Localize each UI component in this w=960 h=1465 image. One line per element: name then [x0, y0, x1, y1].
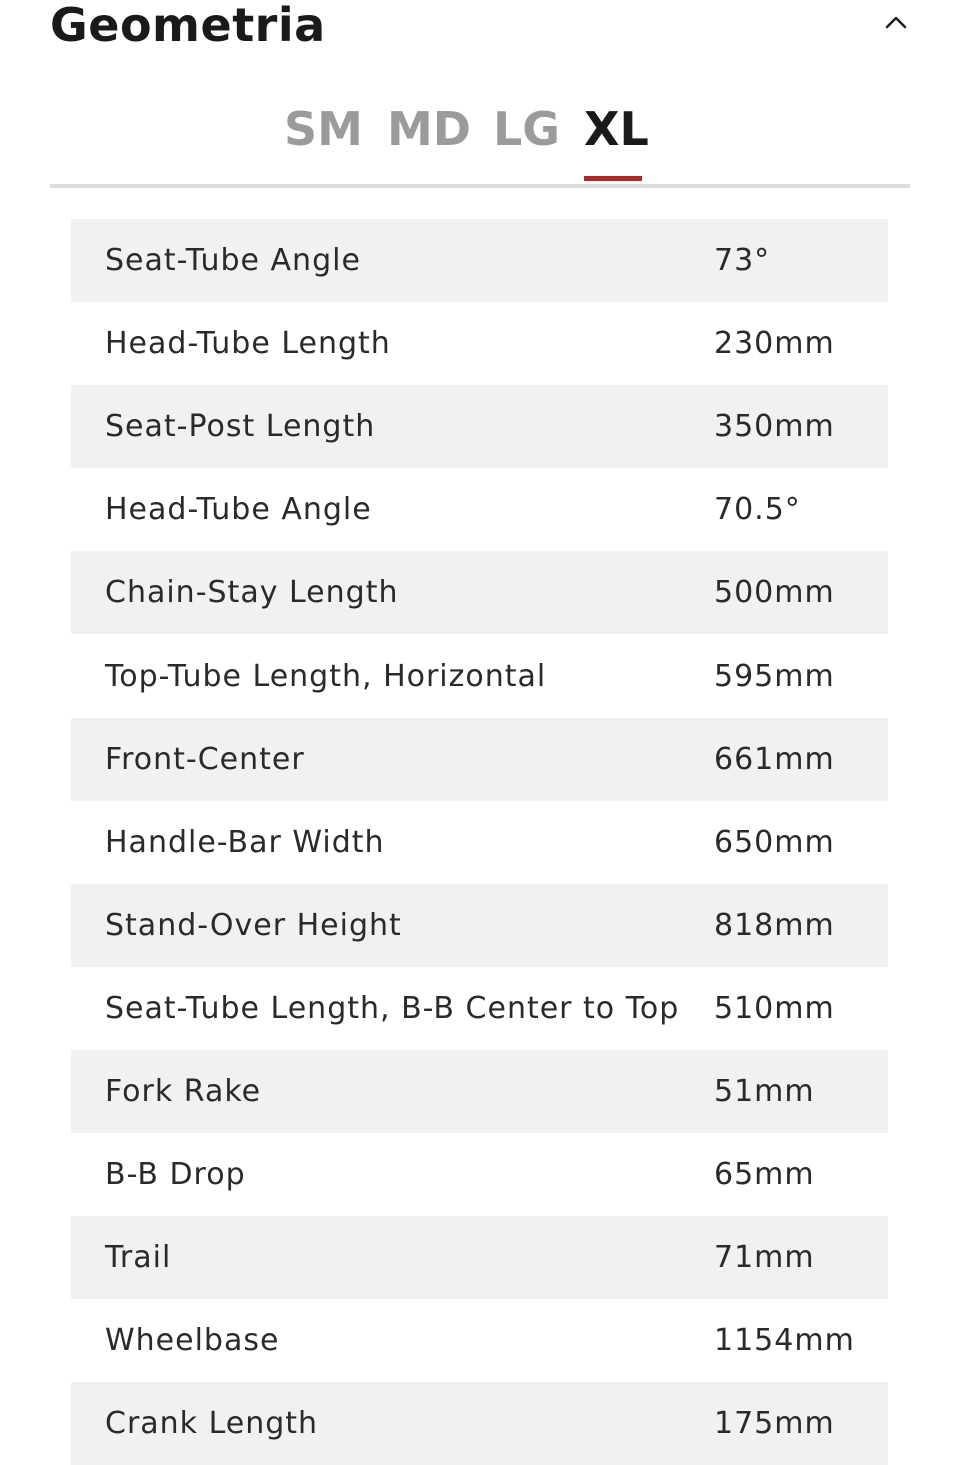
row-value: 350mm	[714, 409, 835, 445]
tab-sm[interactable]: SM	[284, 102, 363, 156]
row-value: 175mm	[714, 1406, 835, 1442]
tab-xl[interactable]: XL	[584, 102, 649, 156]
row-label: Handle-Bar Width	[105, 824, 385, 860]
row-value: 650mm	[714, 824, 835, 860]
accordion-header[interactable]	[50, 0, 910, 56]
row-label: B-B Drop	[105, 1157, 246, 1193]
row-label: Fork Rake	[105, 1073, 262, 1109]
row-value: 500mm	[714, 575, 835, 611]
row-label: Seat-Post Length	[105, 409, 376, 445]
row-value: 818mm	[714, 907, 835, 943]
tab-lg[interactable]: LG	[493, 102, 561, 156]
row-label: Chain-Stay Length	[105, 575, 399, 611]
table-row	[71, 385, 888, 468]
active-tab-indicator	[584, 176, 642, 181]
table-row	[71, 718, 888, 801]
tab-md[interactable]: MD	[387, 102, 471, 156]
row-label: Seat-Tube Angle	[105, 243, 361, 279]
table-row	[71, 1382, 888, 1465]
table-row	[71, 634, 888, 717]
row-label: Trail	[105, 1240, 172, 1276]
table-row	[71, 801, 888, 884]
table-row	[71, 967, 888, 1050]
row-value: 70.5°	[714, 492, 801, 528]
row-value: 73°	[714, 243, 771, 279]
row-label: Head-Tube Angle	[105, 492, 372, 528]
row-value: 661mm	[714, 741, 835, 777]
row-value: 595mm	[714, 658, 835, 694]
row-label: Top-Tube Length, Horizontal	[105, 658, 547, 694]
section-title: Geometria	[50, 0, 326, 52]
chevron-up-icon[interactable]	[882, 8, 910, 36]
table-row	[71, 468, 888, 551]
row-value: 1154mm	[714, 1323, 855, 1359]
table-row	[71, 884, 888, 967]
row-value: 65mm	[714, 1157, 815, 1193]
row-label: Seat-Tube Length, B-B Center to Top	[105, 990, 680, 1026]
row-label: Crank Length	[105, 1406, 319, 1442]
row-label: Wheelbase	[105, 1323, 280, 1359]
row-label: Head-Tube Length	[105, 326, 391, 362]
row-label: Stand-Over Height	[105, 907, 402, 943]
row-value: 230mm	[714, 326, 835, 362]
table-row	[71, 1050, 888, 1133]
table-row	[71, 1216, 888, 1299]
size-tabs	[50, 96, 910, 188]
row-value: 71mm	[714, 1240, 815, 1276]
row-label: Front-Center	[105, 741, 305, 777]
table-row	[71, 1133, 888, 1216]
row-value: 510mm	[714, 990, 835, 1026]
row-value: 51mm	[714, 1073, 815, 1109]
table-row	[71, 551, 888, 634]
table-row	[71, 1299, 888, 1382]
table-row	[71, 219, 888, 302]
table-row	[71, 302, 888, 385]
geometry-table	[71, 219, 888, 1465]
